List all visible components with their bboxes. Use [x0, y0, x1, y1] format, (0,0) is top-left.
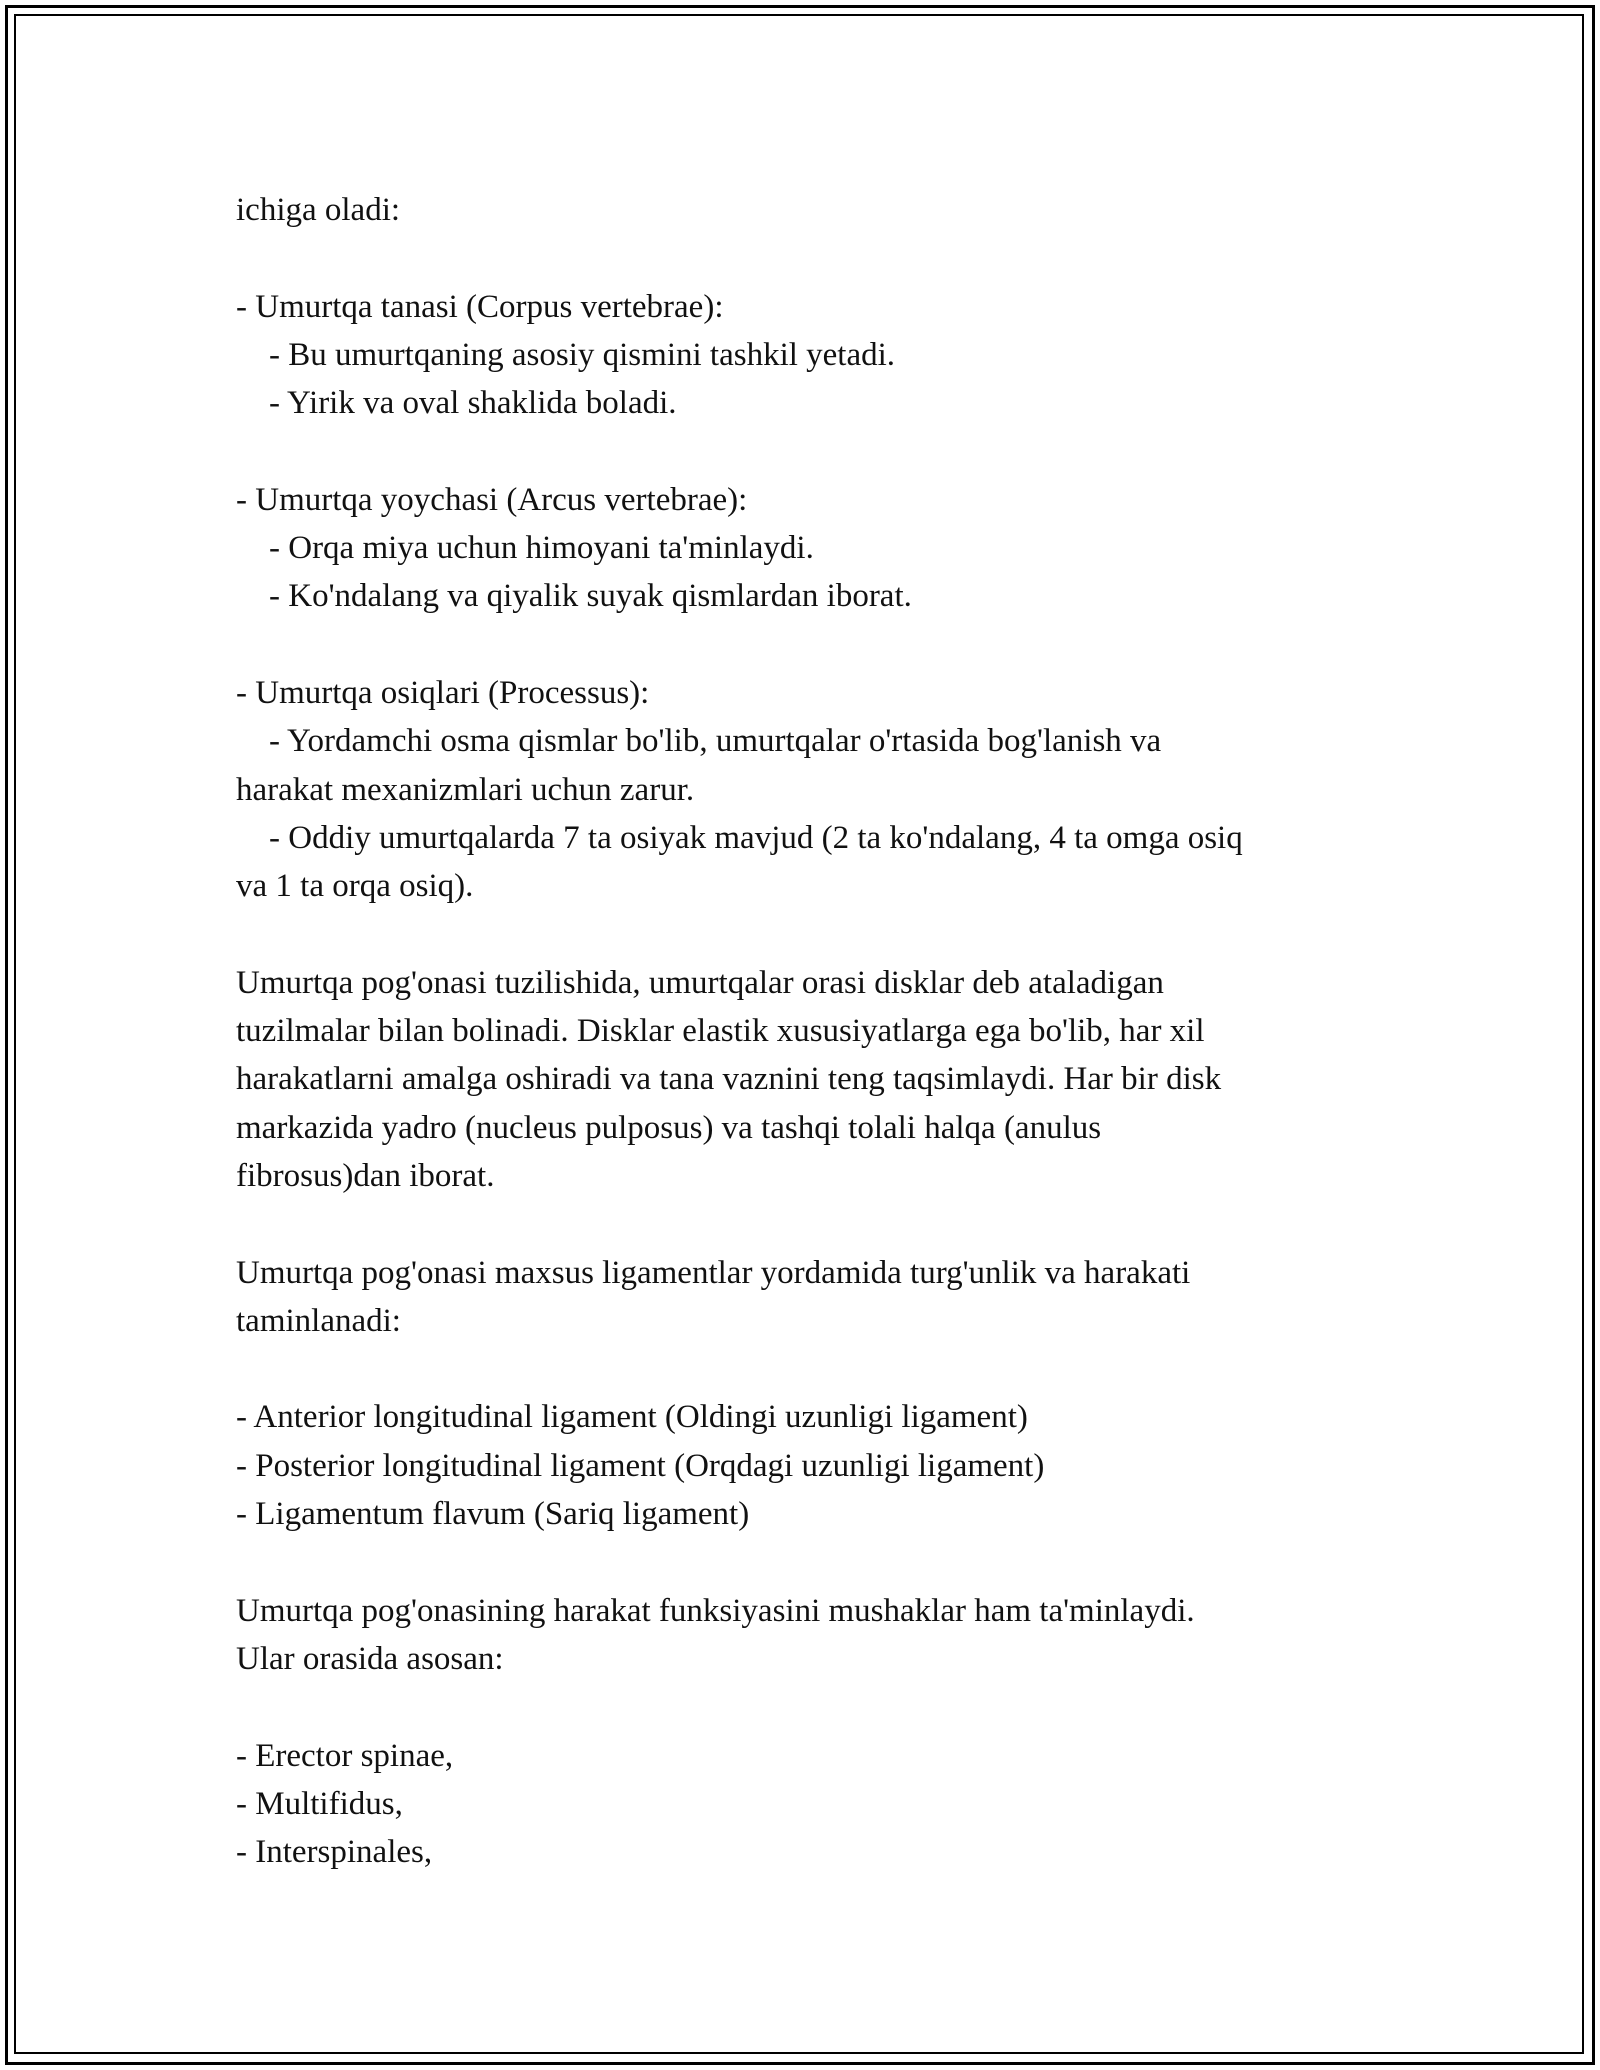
paragraph-line: tuzilmalar bilan bolinadi. Disklar elastik xususiyatlarga ega bo'lib, har xil — [236, 1013, 1205, 1050]
text-line: harakat mexanizmlari uchun zarur. — [236, 771, 695, 808]
blank-line — [236, 234, 1376, 282]
list-item: - Umurtqa osiqlari (Processus): — [236, 674, 650, 711]
list-item: - Erector spinae, — [236, 1737, 454, 1774]
list-item: - Anterior longitudinal ligament (Oldingi uzunligi ligament) — [236, 1399, 1028, 1436]
blank-line — [236, 621, 1376, 669]
sub-list-item: - Yordamchi osma qismlar bo'lib, umurtqalar o'rtasida bog'lanish va — [236, 723, 1162, 760]
list-item: - Interspinales, — [236, 1834, 433, 1871]
paragraph-line: markazida yadro (nucleus pulposus) va tashqi tolali halqa (anulus — [236, 1109, 1102, 1146]
paragraph-line: Ular orasida asosan: — [236, 1640, 504, 1677]
paragraph-line: fibrosus)dan iborat. — [236, 1157, 495, 1194]
paragraph-line: harakatlarni amalga oshiradi va tana vaznini teng taqsimlaydi. Har bir disk — [236, 1061, 1222, 1098]
blank-line — [236, 1683, 1376, 1731]
text-line: ichiga oladi: — [236, 192, 401, 228]
blank-line — [236, 910, 1376, 958]
sub-list-item: - Oddiy umurtqalarda 7 ta osiyak mavjud (2 ta ko'ndalang, 4 ta omga osiq — [236, 819, 1243, 856]
paragraph-line: Umurtqa pog'onasining harakat funksiyasini mushaklar ham ta'minlaydi. — [236, 1592, 1195, 1629]
paragraph-line: taminlanadi: — [236, 1302, 401, 1339]
sub-list-item: - Yirik va oval shaklida boladi. — [236, 385, 677, 422]
list-item: - Posterior longitudinal ligament (Orqdagi uzunligi ligament) — [236, 1447, 1045, 1484]
text-line: va 1 ta orqa osiq). — [236, 868, 474, 905]
list-item: - Multifidus, — [236, 1785, 403, 1822]
sub-list-item: - Ko'ndalang va qiyalik suyak qismlardan iborat. — [236, 578, 912, 615]
blank-line — [236, 1345, 1376, 1393]
blank-line — [236, 1200, 1376, 1248]
paragraph-line: Umurtqa pog'onasi tuzilishida, umurtqalar orasi disklar deb ataladigan — [236, 964, 1164, 1001]
paragraph-line: Umurtqa pog'onasi maxsus ligamentlar yordamida turg'unlik va harakati — [236, 1254, 1191, 1291]
sub-list-item: - Orqa miya uchun himoyani ta'minlaydi. — [236, 530, 814, 567]
blank-line — [236, 1538, 1376, 1586]
list-item: - Umurtqa tanasi (Corpus vertebrae): — [236, 288, 724, 325]
list-item: - Ligamentum flavum (Sariq ligament) — [236, 1496, 750, 1533]
blank-line — [236, 427, 1376, 475]
document-body — [236, 186, 1376, 1876]
list-item: - Umurtqa yoychasi (Arcus vertebrae): — [236, 481, 748, 518]
sub-list-item: - Bu umurtqaning asosiy qismini tashkil yetadi. — [236, 336, 896, 373]
